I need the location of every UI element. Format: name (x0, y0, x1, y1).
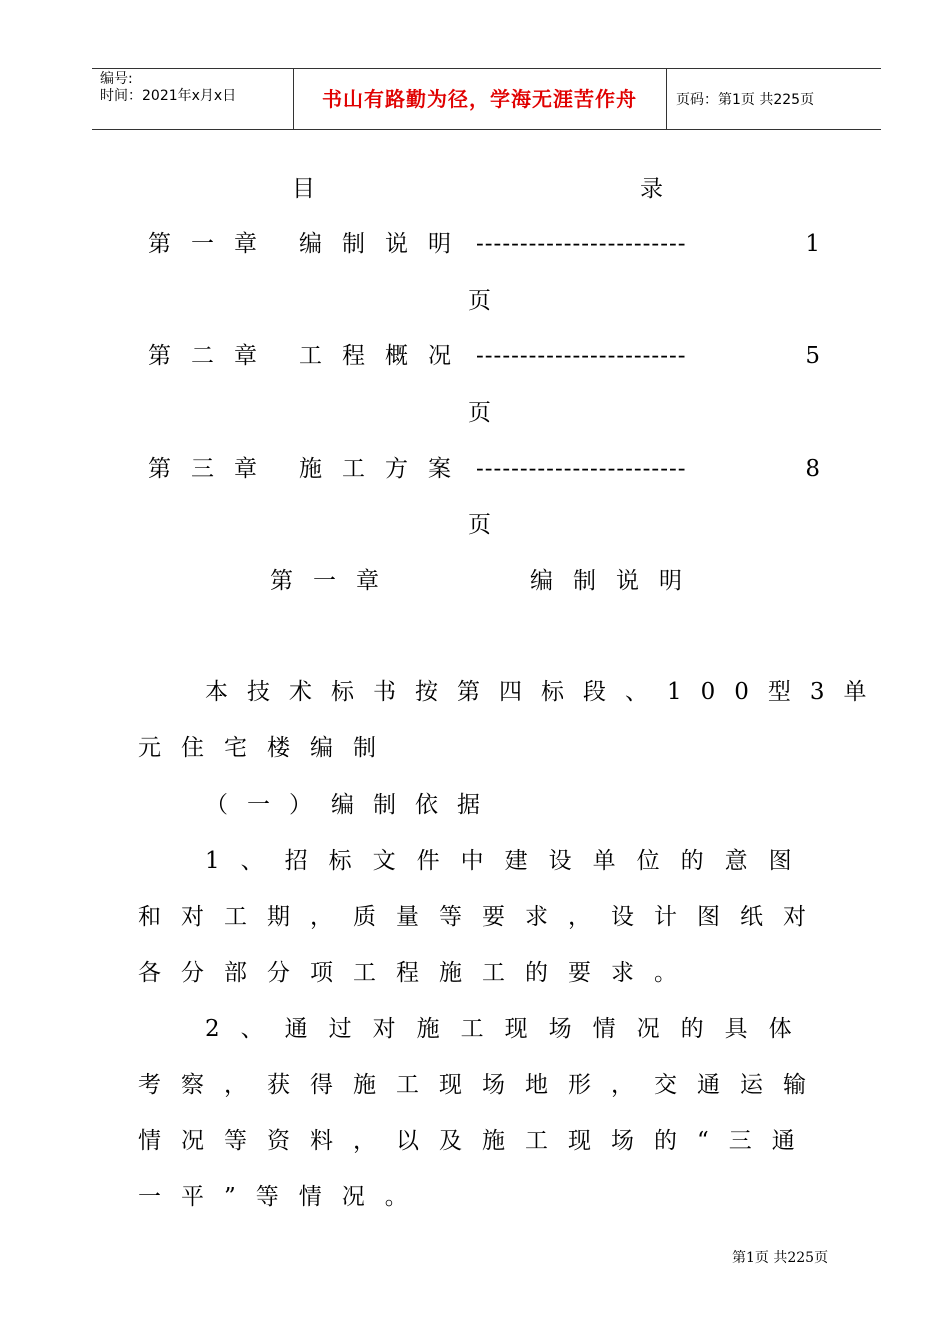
header-page-info: 页码：第1页 共225页 (676, 92, 815, 108)
intro-line-1: 本技术标书按第四标段、100型3单 (205, 679, 886, 705)
chapter-label: 第一章 (270, 568, 399, 594)
item2-line-1: 2、通过对施工现场情况的具体 (205, 1016, 813, 1042)
toc-item-unit: 页 (468, 512, 491, 538)
toc-heading-right: 录 (640, 176, 663, 202)
header-motto: 书山有路勤为径，学海无涯苦作舟 (322, 87, 637, 111)
toc-item-title: 第三章 施工方案 (148, 456, 471, 482)
toc-item-title: 第二章 工程概况 (148, 343, 471, 369)
section-heading: （一）编制依据 (205, 792, 499, 818)
toc-item-unit: 页 (468, 400, 491, 426)
toc-item[interactable] (148, 341, 820, 371)
toc-item-unit: 页 (468, 288, 491, 314)
item2-line-4: 一平”等情况。 (138, 1184, 428, 1210)
toc-item[interactable] (148, 454, 820, 484)
intro-line-2: 元住宅楼编制 (138, 735, 396, 761)
toc-item-leader: ------------------------ (476, 343, 687, 369)
item1-line-3: 各分部分项工程施工的要求。 (138, 960, 697, 986)
toc-item-page: 8 (805, 456, 820, 482)
item1-line-1: 1、招标文件中建设单位的意图 (205, 848, 813, 874)
item2-line-3: 情况等资料，以及施工现场的“三通 (138, 1128, 815, 1154)
header-divider-right (666, 69, 667, 129)
page-header (92, 68, 881, 130)
item2-line-2: 考察，获得施工现场地形，交通运输 (138, 1072, 826, 1098)
toc-item-page: 5 (805, 343, 820, 369)
toc-heading-left: 目 (292, 176, 315, 202)
footer-page-info: 第1页 共225页 (732, 1250, 829, 1266)
toc-item[interactable] (148, 229, 820, 259)
toc-item-leader: ------------------------ (476, 456, 687, 482)
chapter-title: 编制说明 (530, 568, 702, 594)
header-number-label: 编号: (100, 71, 133, 87)
item1-line-2: 和对工期，质量等要求，设计图纸对 (138, 904, 826, 930)
toc-item-title: 第一章 编制说明 (148, 231, 471, 257)
toc-item-leader: ------------------------ (476, 231, 687, 257)
toc-item-page: 1 (805, 231, 820, 257)
header-meta (100, 71, 290, 105)
header-time-label: 时间：2021年x月x日 (100, 88, 237, 104)
